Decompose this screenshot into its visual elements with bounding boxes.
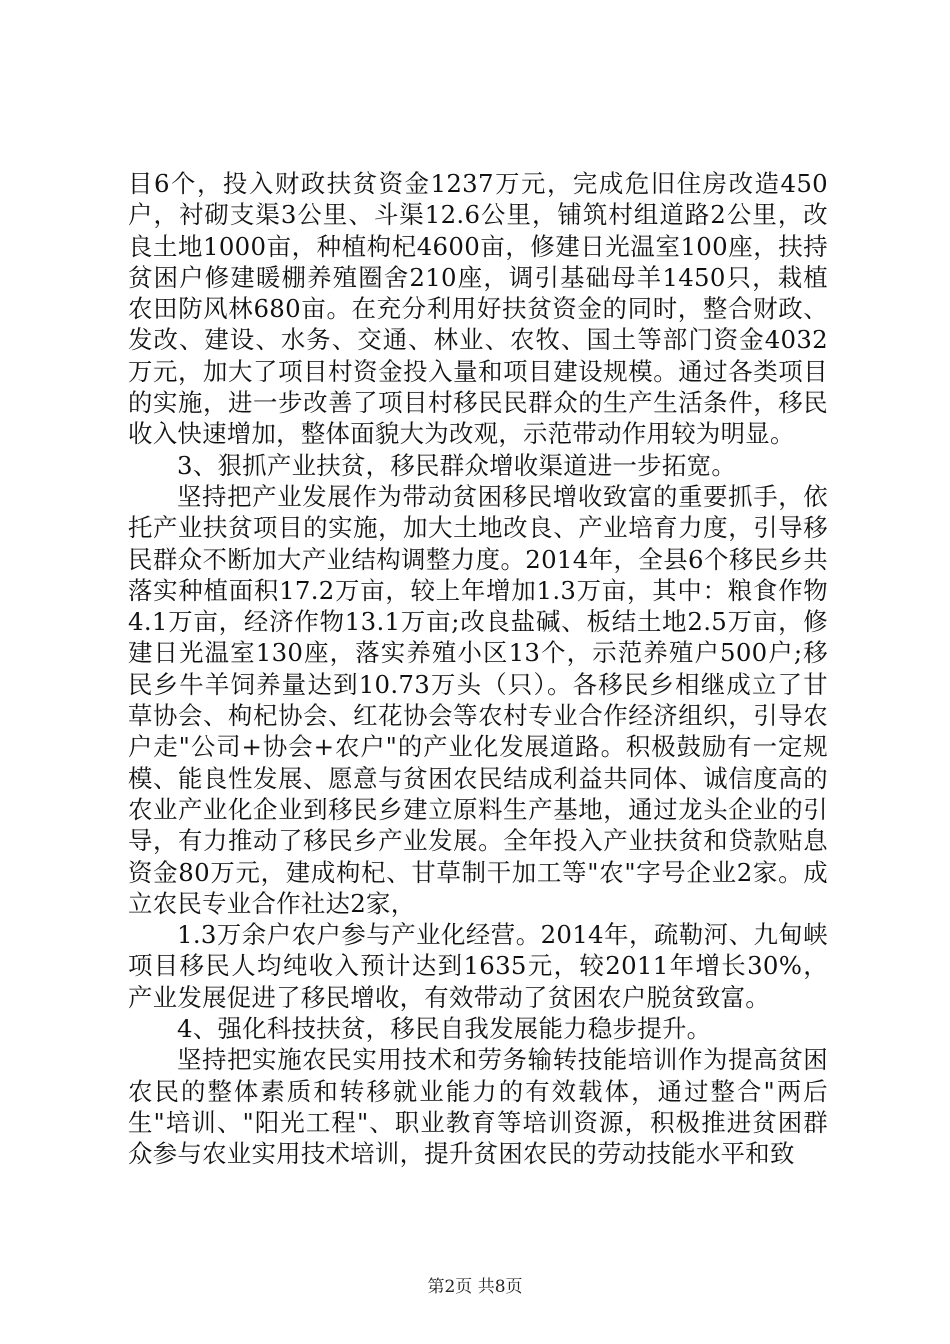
paragraph-2: 坚持把产业发展作为带动贫困移民增收致富的重要抓手，依托产业扶贫项目的实施，加大土地改良、产业培育力度，引导移民群众不断加大产业结构调整力度。2014年，全县6个移民乡共落实种植面积17.2万亩，较上年增加1.3万亩，其中：粮食作物4.1万亩，经济作物13.1万亩;改良盐碱、板结土地2.5万亩，修建日光温室130座，落实养殖小区13个，示范养殖户500户;移民乡牛羊饲养量达到10.73万头（只）。各移民乡相继成立了甘草协会、枸杞协会、红花协会等农村专业合作经济组织，引导农户走"公司+协会+农户"的产业化发展道路。积极鼓励有一定规模、能良性发展、愿意与贫困农民结成利益共同体、诚信度高的农业产业化企业到移民乡建立原料生产基地，通过龙头企业的引导，有力推动了移民乡产业发展。全年投入产业扶贫和贷款贴息资金80万元，建成枸杞、甘草制干加工等"农"字号企业2家。成立农民专业合作社达2家， [128,481,828,918]
heading-4: 4、强化科技扶贫，移民自我发展能力稳步提升。 [177,1014,712,1044]
document-body [128,168,828,1170]
paragraph-4: 坚持把实施农民实用技术和劳务输转技能培训作为提高贫困农民的整体素质和转移就业能力的有效载体，通过整合"两后生"培训、"阳光工程"、职业教育等培训资源，积极推进贫困群众参与农业实用技术培训，提升贫困农民的劳动技能水平和致 [128,1045,828,1169]
paragraph-3: 1.3万余户农户参与产业化经营。2014年，疏勒河、九甸峡项目移民人均纯收入预计达到1635元，较2011年增长30%，产业发展促进了移民增收，有效带动了贫困农户脱贫致富。 [128,920,828,1012]
heading-3: 3、狠抓产业扶贫，移民群众增收渠道进一步拓宽。 [177,450,737,480]
paragraph-1: 目6个，投入财政扶贫资金1237万元，完成危旧住房改造450户，衬砌支渠3公里、斗渠12.6公里，铺筑村组道路2公里，改良土地1000亩，种植枸杞4600亩，修建日光温室100座，扶持贫困户修建暖棚养殖圈舍210座，调引基础母羊1450只，栽植农田防风林680亩。在充分利用好扶贫资金的同时，整合财政、发改、建设、水务、交通、林业、农牧、国土等部门资金4032万元，加大了项目村资金投入量和项目建设规模。通过各类项目的实施，进一步改善了项目村移民民群众的生产生活条件，移民收入快速增加，整体面貌大为改观，示范带动作用较为明显。 [128,169,828,449]
page-footer: 第2页 共8页 [427,1277,523,1297]
